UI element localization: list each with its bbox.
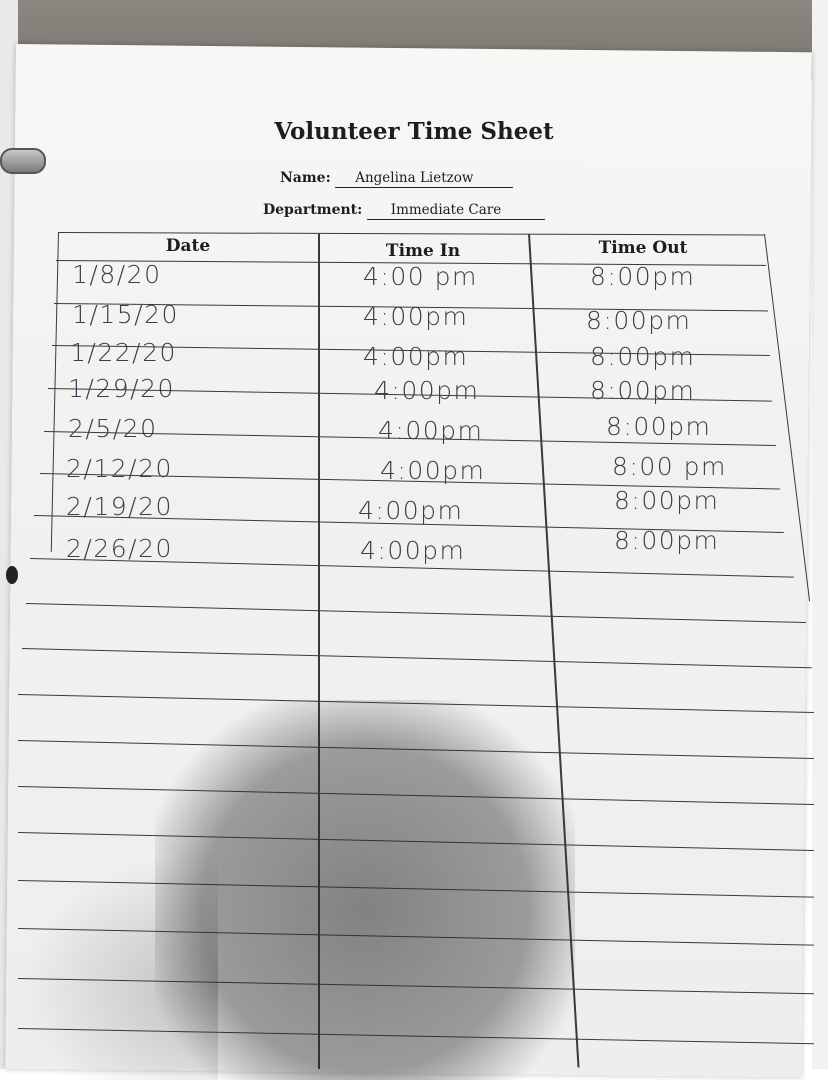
binder-ring-icon [0,148,46,174]
entry-time-in: 4:00pm [378,416,484,445]
entry-time-out: 8:00pm [614,526,720,555]
entry-time-in: 4:00 pm [363,262,478,291]
entry-time-in: 4:00pm [363,342,469,371]
header-time-out: Time Out [598,238,688,258]
department-field [263,202,545,220]
row-line [26,603,806,623]
entry-date: 2/12/20 [66,454,173,483]
punch-hole-icon [6,566,18,584]
name-value: Angelina Lietzow [335,170,513,188]
hand-shadow [155,700,575,1080]
entry-time-out: 8:00pm [590,376,696,405]
name-label: Name: [280,170,331,186]
table-border-top [58,232,764,235]
entry-date: 2/5/20 [68,414,158,443]
entry-date: 1/29/20 [68,374,175,403]
entry-time-out: 8:00 pm [612,452,727,481]
header-time-in: Time In [385,241,461,261]
name-field [280,170,513,188]
department-value: Immediate Care [367,202,545,220]
table-border-left [51,232,59,552]
entry-time-out: 8:00pm [590,262,696,291]
header-date: Date [165,236,211,256]
page-title: Volunteer Time Sheet [274,118,554,145]
entry-time-in: 4:00pm [374,376,480,405]
entry-time-out: 8:00pm [590,342,696,371]
entry-time-out: 8:00pm [586,306,692,335]
entry-time-in: 4:00pm [380,456,486,485]
entry-date: 1/22/20 [70,338,177,367]
entry-date: 1/8/20 [72,260,162,289]
entry-time-in: 4:00pm [358,496,464,525]
row-line [22,648,812,668]
entry-time-out: 8:00pm [606,412,712,441]
entry-time-out: 8:00pm [614,486,720,515]
table-border-right [764,234,810,601]
entry-time-in: 4:00pm [363,302,469,331]
entry-date: 2/19/20 [66,492,173,521]
department-label: Department: [263,202,363,218]
entry-time-in: 4:00pm [360,536,466,565]
entry-date: 1/15/20 [72,300,179,329]
background-edge-right [812,0,828,1069]
soft-shadow [18,850,218,1080]
entry-date: 2/26/20 [66,534,173,563]
